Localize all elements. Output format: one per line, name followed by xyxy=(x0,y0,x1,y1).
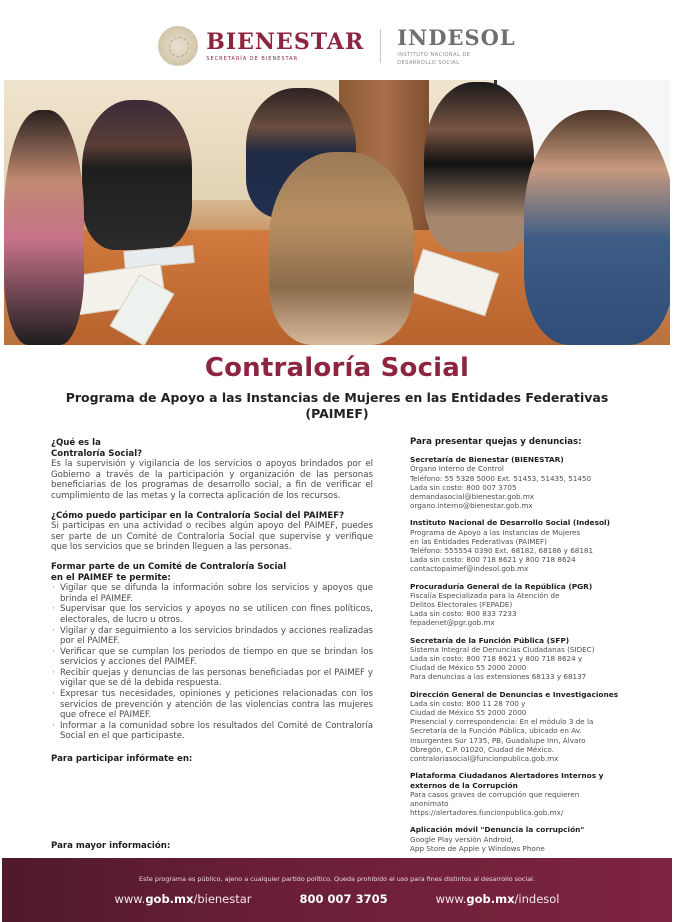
org-tollfree: Lada sin costo: 800 833 7233 xyxy=(410,609,517,619)
indesol-name: INDESOL xyxy=(397,25,516,50)
bullet-item: · Vigilar que se difunda la información sobre los servicios y apoyos que brinda el PAIMEF. xyxy=(51,583,373,604)
org-name: Secretaría de la Función Pública (SFP) xyxy=(410,635,570,645)
committee-heading-1: Formar parte de un Comité de Contraloría Social xyxy=(51,561,287,572)
org-line: Órgano Interno de Control xyxy=(410,464,504,474)
page-subtitle xyxy=(60,390,614,422)
indesol-link[interactable] xyxy=(436,892,560,906)
org-name-1: Plataforma Ciudadanos Alertadores Internos y xyxy=(410,771,604,781)
footer-banner xyxy=(2,858,672,922)
photo-person xyxy=(4,110,84,345)
org-name: Secretaría de Bienestar (BIENESTAR) xyxy=(410,455,564,465)
org-bienestar xyxy=(410,455,635,510)
how-heading: ¿Cómo puedo participar en la Contraloría Social del PAIMEF? xyxy=(51,510,345,521)
org-email[interactable]: contactopaimef@indesol.gob.mx xyxy=(410,564,529,574)
bullet-item: · Verificar que se cumplan los periodos de tiempo en que se brindan los servicios y acciones del PAIMEF. xyxy=(51,647,373,668)
indesol-subtitle-1: INSTITUTO NACIONAL DE xyxy=(397,52,471,58)
bienestar-logo xyxy=(206,30,364,62)
org-tollfree: Lada sin costo: 800 718 8621 y 800 718 8624 y xyxy=(410,654,583,664)
subtitle-line-2: (PAIMEF) xyxy=(305,406,369,421)
bullet-item: · Recibir quejas y denuncias de las personas beneficiadas por el PAIMEF y vigilar que se dé la debida respuesta. xyxy=(51,668,373,689)
org-phone: Teléfono: 55 5328 5000 Ext. 51453, 51435, 51450 xyxy=(410,473,592,483)
more-info-heading: Para mayor información: xyxy=(51,840,171,851)
footer-links xyxy=(2,892,672,906)
subtitle-line-1: Programa de Apoyo a las Instancias de Mujeres en las Entidades Federativas xyxy=(65,390,609,405)
bullet-item: · Supervisar que los servicios y apoyos no se utilicen con fines políticos, electorales, de lucro u otros. xyxy=(51,604,373,625)
org-line: Para casos graves de corrupción que requieren xyxy=(410,789,580,799)
org-dgdi xyxy=(410,690,635,764)
bullet-item: · Informar a la comunidad sobre los resultados del Comité de Contraloría Social en el que participaste. xyxy=(51,721,373,742)
org-tollfree: Lada sin costo: 800 007 3705 xyxy=(410,482,517,492)
link-prefix: www. xyxy=(114,892,146,906)
footer-disclaimer: Este programa es público, ajeno a cualquier partido político. Queda prohibido el uso para fines distintos al desarrollo social. xyxy=(139,875,535,883)
org-line: anonimato xyxy=(410,798,449,808)
participate-blank-space xyxy=(51,765,373,841)
org-line: Programa de Apoyo a las Instancias de Mujeres xyxy=(410,527,581,537)
bienestar-name: BIENESTAR xyxy=(206,29,365,55)
org-tollfree: Lada sin costo: 800 718 8621 y 800 718 8624 xyxy=(410,555,576,565)
committee-bullets xyxy=(51,583,373,742)
org-line: Sistema Integral de Denuncias Ciudadanas (SIDEC) xyxy=(410,644,595,654)
how-body: Si participas en una actividad o recibes algún apoyo del PAIMEF, puedes ser parte de un Comité de Contraloría Social que supervise y verifique que los servicios que se brinden lleguen a las personas. xyxy=(51,521,373,553)
org-url[interactable]: https://alertadores.funcionpublica.gob.mx/ xyxy=(410,808,564,818)
org-name: Aplicación móvil "Denuncia la corrupción" xyxy=(410,825,585,835)
org-name-2: externos de la Corrupción xyxy=(410,780,518,790)
org-line: Google Play versión Android, xyxy=(410,834,514,844)
org-email[interactable]: demandasocial@bienestar.gob.mx xyxy=(410,492,535,502)
link-domain: gob.mx xyxy=(466,892,515,906)
what-is-heading-2: Contraloría Social? xyxy=(51,448,143,459)
link-domain: gob.mx xyxy=(145,892,194,906)
hero-photo xyxy=(4,80,670,345)
org-tollfree: Lada sin costo: 800 11 28 700 y xyxy=(410,698,526,708)
org-line: Secretaría de la Función Pública, ubicado en Av. xyxy=(410,726,582,736)
photo-person xyxy=(269,152,414,345)
bullet-item: · Expresar tus necesidades, opiniones y peticiones relacionadas con los servicios de prevención y atención de las violencias contra las mujeres que ofrece el PAIMEF. xyxy=(51,689,373,721)
indesol-subtitle-2: DESARROLLO SOCIAL xyxy=(397,60,460,66)
link-path: /indesol xyxy=(514,892,560,906)
section-how xyxy=(51,511,373,553)
footer-phone[interactable]: 800 007 3705 xyxy=(299,892,388,906)
org-email[interactable]: contraloriasocial@funcionpublica.gob.mx xyxy=(410,754,559,764)
org-phone: Teléfono: 555554 0390 Ext. 68182, 68186 y 68181 xyxy=(410,546,594,556)
org-line: Insurgentes Sur 1735, PB, Guadalupe Inn, Álvaro xyxy=(410,735,586,745)
org-line: Fiscalía Especializada para la Atención de xyxy=(410,590,560,600)
org-sfp xyxy=(410,636,635,682)
page-title: Contraloría Social xyxy=(204,353,470,383)
org-name: Dirección General de Denuncias e Investigaciones xyxy=(410,689,619,699)
link-prefix: www. xyxy=(435,892,467,906)
complaints-heading: Para presentar quejas y denuncias: xyxy=(410,437,582,447)
org-line: en las Entidades Federativas (PAIMEF) xyxy=(410,536,547,546)
section-committee xyxy=(51,562,373,742)
org-name: Procuraduría General de la República (PGR) xyxy=(410,581,593,591)
left-column xyxy=(51,438,373,851)
org-email[interactable]: fepadenet@pgr.gob.mx xyxy=(410,618,495,628)
indesol-logo xyxy=(397,26,515,66)
org-line: Delitos Electorales (FEPADE) xyxy=(410,600,513,610)
section-what-is xyxy=(51,438,373,502)
org-alertadores xyxy=(410,771,635,817)
org-email[interactable]: organo.interno@bienestar.gob.mx xyxy=(410,501,533,511)
org-line: Para denuncias a las extensiones 68133 y 68137 xyxy=(410,672,587,682)
right-column xyxy=(410,438,635,861)
org-mobile-app xyxy=(410,825,635,853)
org-line: Presencial y correspondencia: En el módulo 3 de la xyxy=(410,717,594,727)
link-path: /bienestar xyxy=(193,892,252,906)
org-line: Obregón, C.P. 01020, Ciudad de México. xyxy=(410,744,554,754)
header-logos xyxy=(0,18,674,74)
bienestar-link[interactable] xyxy=(114,892,251,906)
logo-divider xyxy=(380,29,381,63)
mexico-seal-icon xyxy=(158,26,198,66)
bienestar-subtitle: SECRETARÍA DE BIENESTAR xyxy=(206,56,299,62)
org-line: App Store de Apple y Windows Phone xyxy=(410,843,545,853)
participate-heading: Para participar infórmate en: xyxy=(51,754,193,765)
photo-person xyxy=(424,82,534,252)
photo-person xyxy=(82,100,192,250)
what-is-body: Es la supervisión y vigilancia de los servicios o apoyos brindados por el Gobierno a través de la participación y organización de las personas beneficiarias de los programas de desarrollo social, a fin de verificar el cumplimiento de las metas y la correcta aplicación de los recursos. xyxy=(51,459,373,501)
org-phone: Ciudad de México 55 2000 2000 xyxy=(410,663,527,673)
what-is-heading-1: ¿Qué es la xyxy=(51,438,101,448)
photo-person xyxy=(524,110,670,345)
committee-heading-2: en el PAIMEF te permite: xyxy=(51,572,171,583)
bullet-item: · Vigilar y dar seguimiento a los servicios brindados y acciones realizadas por el PAIMEF. xyxy=(51,626,373,647)
org-indesol xyxy=(410,518,635,573)
org-pgr xyxy=(410,582,635,628)
org-name: Instituto Nacional de Desarrollo Social (Indesol) xyxy=(410,518,610,528)
org-phone: Ciudad de México 55 2000 2000 xyxy=(410,708,527,718)
